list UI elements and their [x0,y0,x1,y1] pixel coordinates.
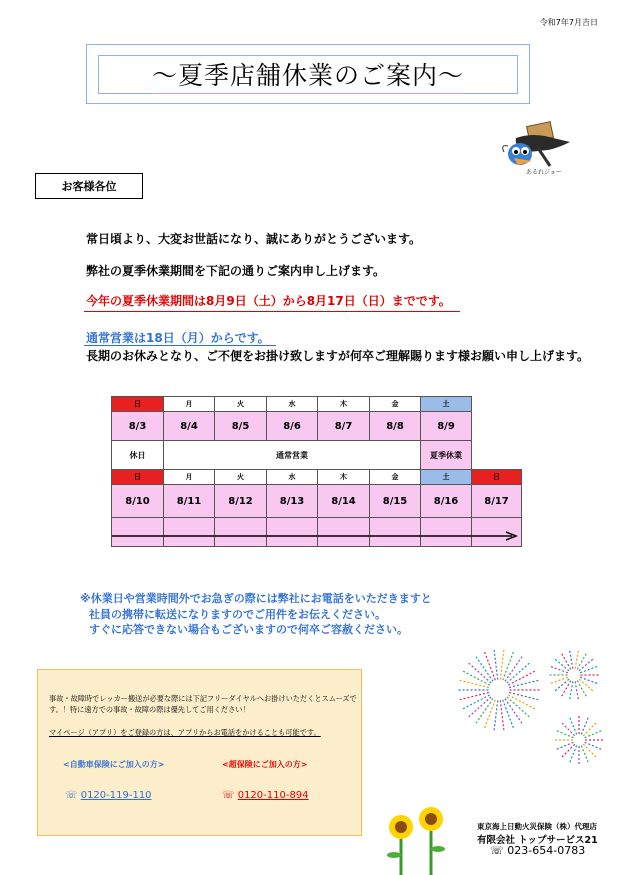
phone-icon: ☏ [222,790,235,801]
weekday-cell: 金 [370,397,421,412]
date-cell: 8/3 [112,412,164,441]
firework-ray [462,670,490,685]
agency-name: 有限会社 トップサービス21 [477,835,598,846]
firework-ray [509,693,540,701]
firework-ray [562,723,575,736]
issue-date: 令和7年7月吉日 [539,18,598,27]
apology-paragraph: 長期のお休みとなり、ご不便をお掛け致しますが何卒ご理解賜ります様お願い申し上げます。 [86,349,590,363]
holiday-period-text: 今年の夏季休業期間は8月9日（土）から8月17日（日）までです。 [86,294,451,308]
greeting-box: お客様各位 [35,173,143,199]
weekday-cell: 火 [215,397,267,412]
date-cell: 8/13 [267,485,318,518]
date-cell: 8/7 [318,412,370,441]
firework-ray [500,648,504,679]
firework-ray [468,697,492,718]
agency-phone-number[interactable]: 023-654-0783 [507,844,586,857]
phone-icon: ☏ [65,790,78,801]
roadside-service-box [37,669,362,836]
note-line: 社員の携帯に転送になりますのでご用件をお伝えください。 [89,607,386,621]
resume-underline [84,345,276,346]
holiday-calendar [111,396,522,547]
weekday-cell: 水 [267,397,318,412]
date-row-2 [112,485,522,518]
date-row-1 [112,412,522,441]
firework-ray [462,695,490,710]
date-cell: 8/4 [164,412,215,441]
firework-ray [583,723,596,736]
weekday-cell: 木 [318,470,370,485]
weekday-row-1 [112,397,522,412]
status-row-1 [112,441,522,470]
firework-ray [577,681,587,698]
auto-phone-number[interactable]: 0120-119-110 [80,790,152,801]
period-arrow [112,530,518,542]
weekday-cell: 水 [267,470,318,485]
firework-ray [507,662,531,683]
resume-business-text: 通常営業は18日（月）からです。 [86,331,270,345]
firework-ray [508,670,536,685]
firework-ray [494,648,498,679]
firework-ray [503,651,514,680]
firework-ray [575,681,578,700]
date-cell: 8/10 [112,485,164,518]
date-cell: 8/15 [370,485,421,518]
auto-phone[interactable] [65,790,152,801]
firework-ray [509,680,540,688]
mypage-text: マイページ（アプリ）をご登録の方は、アプリからお電話をかけることも可能です。 [49,728,321,737]
firework-ray [577,652,587,669]
firework-ray [458,693,489,701]
date-cell: 8/16 [421,485,472,518]
mascot-caption: あるれジョー [526,169,562,176]
date-cell: 8/5 [215,412,267,441]
phone-icon: ☏ [490,844,504,857]
weekday-cell: 火 [215,470,267,485]
date-cell: 8/12 [215,485,267,518]
firework-ray [569,649,572,668]
auto-insurance-label: <自動車保険にご加入の方> [63,760,165,769]
weekday-cell: 日 [112,397,164,412]
firework-ray [468,662,492,683]
firework-ray [569,681,572,700]
firework-ray [562,744,575,757]
date-cell: 8/14 [318,485,370,518]
firework-ray [458,680,489,688]
note-line: すぐに応答できない場合もございますので何卒ご容赦ください。 [89,623,408,636]
sunflower-illustration [384,805,454,875]
weekday-cell: 月 [164,470,215,485]
title-frame [86,44,530,104]
super-insurance-label: <超保険にご加入の方> [222,760,308,769]
status-cell: 休日 [112,441,164,470]
contact-note [80,591,432,638]
weekday-row-2 [112,470,522,485]
weekday-cell: 日 [112,470,164,485]
tow-service-text: 事故・故障時でレッカー搬送が必要な際には下記フリーダイヤルへお掛けいただくとスムーズです。！特に遠方での事故・故障の際は優先してご用ください！ [49,694,357,714]
firework-ray [508,695,536,710]
date-cell: 8/9 [421,412,472,441]
firework-ray [507,697,531,718]
status-cell: 夏季休業 [421,441,472,470]
firework-ray [484,700,495,729]
super-phone-number[interactable]: 0120-110-894 [237,790,309,801]
empty-cell [472,412,522,441]
fireworks-illustration [424,640,604,790]
date-cell: 8/8 [370,412,421,441]
holiday-underline [84,311,460,312]
weekday-cell: 土 [421,470,472,485]
super-phone[interactable] [222,790,309,801]
weekday-cell: 月 [164,397,215,412]
firework-ray [561,652,571,669]
firework-ray [575,649,578,668]
page-title: ～夏季店舗休業のご案内～ [152,56,464,94]
notice-paragraph: 弊社の夏季休業期間を下記の通りご案内申し上げます。 [86,264,386,278]
weekday-cell: 土 [421,397,472,412]
weekday-cell: 木 [318,397,370,412]
status-cell: 通常営業 [164,441,421,470]
firework-ray [561,681,571,698]
date-cell: 8/17 [472,485,522,518]
date-cell: 8/6 [267,412,318,441]
title-inner-frame [98,55,518,94]
intro-paragraph: 常日頃より、大変お世話になり、誠にありがとうございます。 [86,232,422,246]
note-line: ※休業日や営業時間外でお急ぎの際には弊社にお電話をいただきますと [80,592,432,605]
firework-ray [503,700,514,729]
firework-ray [494,700,498,731]
agency-line: 東京海上日動火災保険（株）代理店 [477,822,597,831]
weekday-cell: 金 [370,470,421,485]
agency-phone[interactable] [490,844,585,857]
empty-cell [472,441,522,470]
empty-cell [472,397,522,412]
firework-ray [583,744,596,757]
weekday-cell: 日 [472,470,522,485]
firework-ray [500,700,504,731]
firework-ray [484,651,495,680]
date-cell: 8/11 [164,485,215,518]
